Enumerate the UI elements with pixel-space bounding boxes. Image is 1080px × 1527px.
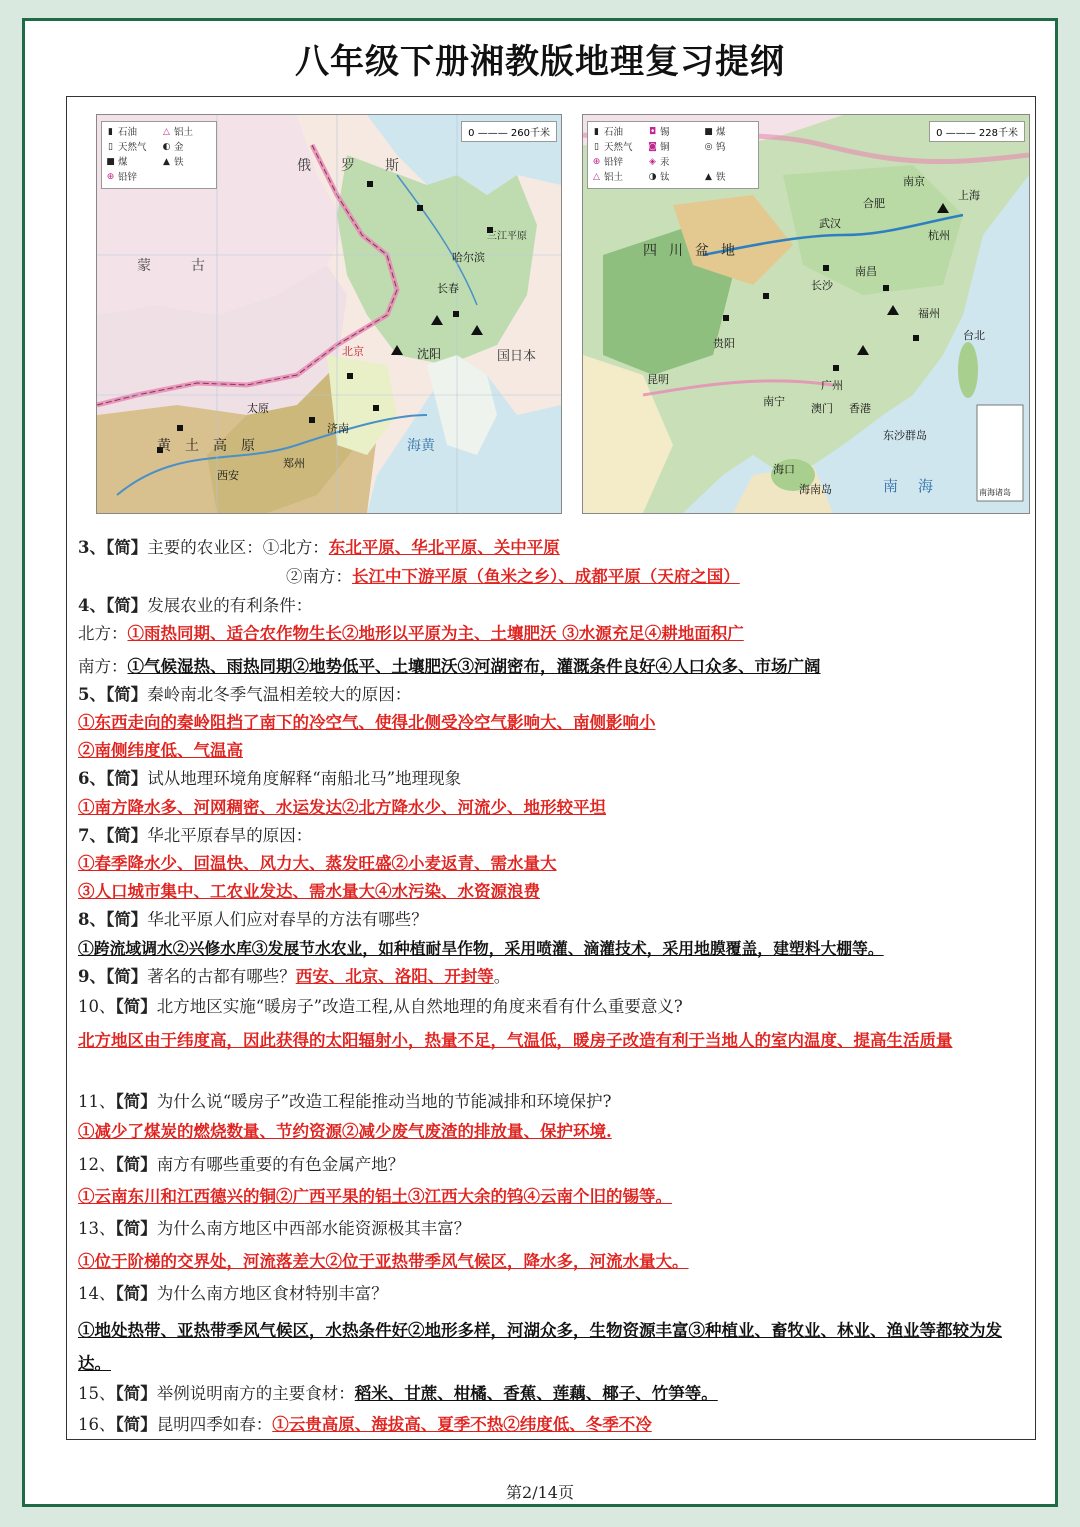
north-map-label-beijing: 北京: [342, 345, 364, 358]
qa-item-5-answer-1: ①东西走向的秦岭阻挡了南下的冷空气、使得北侧受冷空气影响大、南侧影响小: [78, 713, 656, 732]
scale-zero: 0: [468, 128, 475, 139]
south-map-label-guangzhou: 广州: [821, 379, 843, 392]
legend-label: 石油: [118, 127, 138, 138]
mercury-icon: ◈: [649, 157, 656, 167]
qa-item-8: 8、【简】华北平原人们应对春旱的方法有哪些？: [78, 910, 428, 929]
south-map-legend: [587, 121, 759, 189]
page-number: 第2/14页: [506, 1483, 574, 1502]
copper-icon: ◙: [648, 142, 657, 152]
south-map-label-wuhan: 武汉: [819, 217, 841, 230]
south-map-label-south-sea: 南海: [883, 477, 954, 495]
legend-label: 天然气: [604, 142, 633, 153]
south-map-label-taipei: 台北: [963, 329, 985, 342]
north-map-label-mongolia: 蒙古: [137, 258, 245, 274]
legend-label: 石油: [604, 127, 624, 138]
qa-item-11-answer: ①减少了煤炭的燃烧数量、节约资源②减少废气废渣的排放量、保护环境.: [78, 1122, 612, 1141]
qa-item-7: 7、【简】华北平原春旱的原因：: [78, 826, 313, 845]
south-map-label-kunming: 昆明: [647, 373, 669, 386]
qa-item-6-answer: ①南方降水多、河网稠密、水运发达②北方降水少、河流少、地形较平坦: [78, 798, 606, 817]
qa-item-12-answer: ①云南东川和江西德兴的铜②广西平果的铝土③江西大余的钨④云南个旧的锡等。: [78, 1187, 672, 1206]
north-map-label-loess: 黄土高原: [157, 438, 269, 454]
legend-label: 铝土: [604, 172, 624, 183]
qa-item-13: 13、【简】为什么南方地区中西部水能资源极其丰富？: [78, 1219, 471, 1238]
north-map-label-zhengzhou: 郑州: [283, 457, 305, 470]
legend-label: 铜: [660, 142, 670, 153]
qa-item-4-north: 北方：①雨热同期、适合农作物生长②地形以平原为主、土壤肥沃 ③水源充足④耕地面积广: [78, 624, 744, 643]
south-map-label-nanning: 南宁: [763, 395, 785, 408]
south-map-label-hangzhou: 杭州: [928, 229, 950, 242]
north-map-label-taiyuan: 太原: [247, 402, 269, 415]
south-map-label-south-sea-islands: 南海诸岛: [979, 488, 1011, 497]
north-map-label-shenyang: 沈阳: [417, 347, 442, 361]
legend-label: 锡: [660, 127, 670, 138]
legend-label: 铅锌: [604, 157, 624, 168]
bauxite-icon: △: [163, 127, 170, 137]
qa-item-4-south: 南方：①气候湿热、雨热同期②地势低平、土壤肥沃③河湖密布，灌溉条件良好④人口众多、市场广阔: [78, 657, 821, 676]
qa-item-7-answer-1: ①春季降水少、回温快、风力大、蒸发旺盛②小麦返青、需水量大: [78, 854, 557, 873]
north-map-label-jinan: 济南: [327, 422, 349, 435]
natural-gas-icon: ▯: [594, 142, 599, 152]
iron-icon: ▲: [163, 157, 170, 167]
legend-label: 铁: [716, 172, 726, 183]
coal-icon: ■: [106, 157, 115, 167]
natural-gas-icon: ▯: [108, 142, 113, 152]
south-map-label-haikou: 海口: [773, 463, 795, 476]
south-map-label-guiyang: 贵阳: [713, 337, 735, 350]
north-map-label-yellow-sea: 海黄: [407, 438, 435, 454]
south-map-label-hongkong: 香港: [849, 402, 871, 415]
north-map-legend: [101, 121, 217, 189]
tungsten-icon: ◎: [704, 142, 713, 152]
legend-label: 铅锌: [118, 172, 138, 183]
qa-item-5: 5、【简】秦岭南北冬季气温相差较大的原因：: [78, 685, 412, 704]
qa-item-9: 9、【简】著名的古都有哪些？西安、北京、洛阳、开封等。: [78, 967, 511, 986]
south-map-label-changsha: 长沙: [811, 279, 833, 292]
qa-item-16: 16、【简】昆明四季如春：①云贵高原、海拔高、夏季不热②纬度低、冬季不冷: [78, 1415, 652, 1434]
qa-item-4: 4、【简】发展农业的有利条件：: [78, 596, 313, 615]
legend-label: 铝土: [174, 127, 194, 138]
south-map-label-nanjing: 南京: [903, 175, 925, 188]
legend-label: 金: [174, 142, 184, 153]
page-title: 八年级下册湘教版地理复习提纲: [295, 42, 785, 82]
qa-item-10-answer: 北方地区由于纬度高，因此获得的太阳辐射小，热量不足，气温低，暖房子改造有利于当地人的室内温度、提高生活质量: [78, 1031, 953, 1050]
south-map-label-hefei: 合肥: [863, 197, 885, 210]
north-map-label-harbin: 哈尔滨: [452, 251, 485, 264]
south-map-scale: 0 ——— 228千米: [929, 121, 1025, 142]
south-map-label-sichuan-basin: 四川盆地: [643, 243, 747, 259]
tin-icon: ◘: [648, 127, 657, 137]
qa-item-15: 15、【简】举例说明南方的主要食材：稻米、甘蔗、柑橘、香蕉、莲藕、椰子、竹笋等。: [78, 1384, 718, 1403]
legend-label: 煤: [716, 127, 726, 138]
qa-item-14-answer: ①地处热带、亚热带季风气候区，水热条件好②地形多样，河湖众多，生物资源丰富③种植业、畜牧业、林业、渔业等都较为发达。: [78, 1321, 1002, 1373]
north-map-scale: 0 ——— 260千米: [461, 121, 557, 142]
qa-item-14: 14、【简】为什么南方地区食材特别丰富？: [78, 1284, 388, 1303]
coal-icon: ■: [704, 127, 713, 137]
south-china-resource-map: [582, 114, 1030, 514]
legend-label: 汞: [660, 157, 670, 168]
qa-item-7-answer-2: ③人口城市集中、工农业发达、需水量大④水污染、水资源浪费: [78, 882, 540, 901]
qa-item-3: 3、【简】主要的农业区：①北方：东北平原、华北平原、关中平原: [78, 538, 560, 557]
north-map-label-xian: 西安: [217, 469, 239, 482]
scale-value: 228千米: [978, 128, 1018, 139]
titanium-icon: ◑: [648, 172, 657, 182]
legend-label: 铁: [174, 157, 184, 168]
legend-label: 钨: [716, 142, 726, 153]
scale-zero: 0: [936, 128, 943, 139]
south-map-label-nanchang: 南昌: [855, 265, 877, 278]
south-map-label-dongsha: 东沙群岛: [883, 429, 927, 442]
legend-label: 煤: [118, 157, 128, 168]
south-map-label-fuzhou: 福州: [918, 307, 940, 320]
gold-icon: ◐: [162, 142, 171, 152]
lead-zinc-icon: ⊕: [592, 157, 601, 167]
north-map-label-changchun: 长春: [437, 282, 459, 295]
qa-item-10: 10、【简】北方地区实施“暖房子”改造工程,从自然地理的角度来看有什么重要意义?: [78, 997, 683, 1016]
south-map-label-hainan: 海南岛: [799, 483, 832, 496]
north-china-resource-map: [96, 114, 562, 514]
scale-value: 260千米: [510, 128, 550, 139]
qa-item-5-answer-2: ②南侧纬度低、气温高: [78, 741, 243, 760]
iron-icon: ▲: [705, 172, 712, 182]
qa-item-3-south: ②南方：长江中下游平原（鱼米之乡）、成都平原（天府之国）: [286, 567, 740, 586]
qa-item-8-answer: ①跨流域调水②兴修水库③发展节水农业，如种植耐旱作物，采用喷灌、滴灌技术，采用地膜覆盖，建塑料大棚等。: [78, 939, 884, 958]
south-map-label-shanghai: 上海: [958, 189, 980, 202]
qa-item-11: 11、【简】为什么说“暖房子”改造工程能推动当地的节能减排和环境保护?: [78, 1092, 612, 1111]
south-map-label-macau: 澳门: [811, 402, 833, 415]
legend-label: 天然气: [118, 142, 147, 153]
lead-zinc-icon: ⊕: [106, 172, 115, 182]
legend-label: 钛: [660, 172, 670, 183]
qa-item-13-answer: ①位于阶梯的交界处，河流落差大②位于亚热带季风气候区，降水多，河流水量大。: [78, 1252, 689, 1271]
qa-item-6: 6、【简】试从地理环境角度解释“南船北马”地理现象: [78, 769, 462, 788]
north-map-label-sanjiang: 三江平原: [487, 231, 527, 242]
north-map-label-sea-of-japan: 国日本: [497, 349, 537, 364]
oil-icon: ▮: [594, 127, 599, 137]
north-map-label-russia: 俄罗斯: [297, 158, 429, 174]
oil-icon: ▮: [108, 127, 113, 137]
bauxite-icon: △: [593, 172, 600, 182]
qa-item-12: 12、【简】南方有哪些重要的有色金属产地？: [78, 1155, 405, 1174]
